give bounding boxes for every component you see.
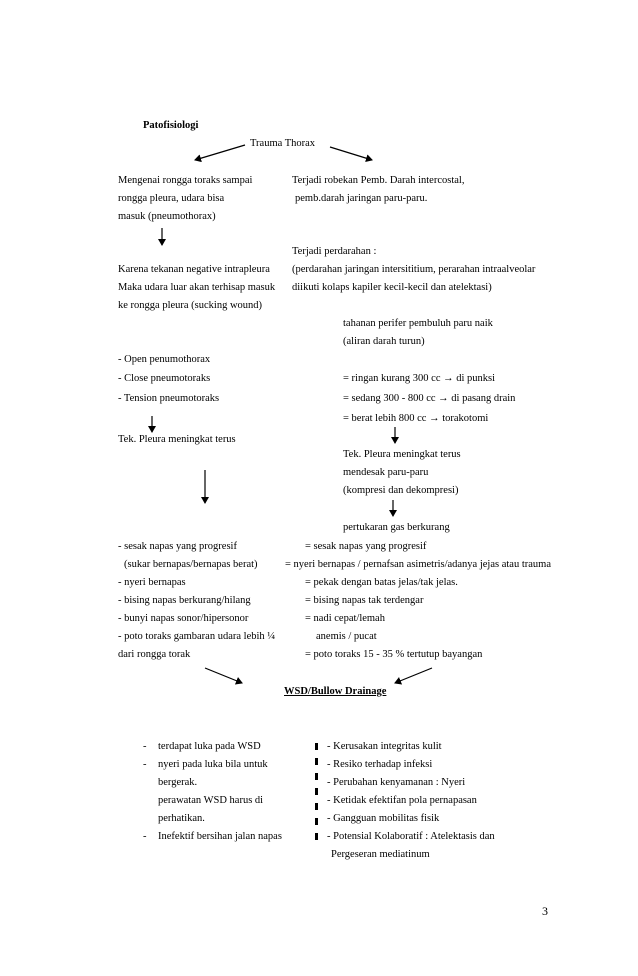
right-text-2: pemb.darah jaringan paru-paru. [295,193,428,204]
arrow-to-wsd-left [205,668,242,683]
left-text-4: Karena tekanan negative intrapleura [118,264,270,275]
list-item: - Gangguan mobilitas fisik [327,813,440,824]
list-item: bergerak. [158,777,198,788]
gas-exchange: pertukaran gas berkurang [343,522,450,533]
symptom-right-6: anemis / pucat [316,631,377,642]
section-heading: Patofisiologi [143,120,199,131]
list-item: Inefektif bersihan jalan napas [158,831,282,842]
left-text-2: rongga pleura, udara bisa [118,193,225,204]
right-text-7: (aliran darah turun) [343,336,425,347]
left-text-6: ke rongga pleura (sucking wound) [118,300,263,311]
mendesak-paru: mendesak paru-paru [343,467,429,478]
list-item: perhatikan. [158,813,205,824]
symptom-left-5: - bunyi napas sonor/hipersonor [118,613,249,624]
pneumo-type-tension: - Tension pneumotoraks [118,393,220,404]
wsd-title: WSD/Bullow Drainage [284,686,387,697]
bullet-1: - [143,741,147,752]
list-item: - Perubahan kenyamanan : Nyeri [327,777,466,788]
list-item: terdapat luka pada WSD [158,741,261,752]
tek-pleura-left: Tek. Pleura meningkat terus [118,434,236,445]
symptom-right-3: = pekak dengan batas jelas/tak jelas. [305,577,458,588]
list-item: nyeri pada luka bila untuk [158,759,268,770]
symptom-right-5: = nadi cepat/lemah [305,613,385,624]
list-item: - Potensial Kolaboratif : Atelektasis dan [327,831,495,842]
arrow-trauma-left [195,145,245,160]
symptom-right-7: = poto toraks 15 - 35 % tertutup bayangan [305,649,483,660]
bullet-2: - [143,759,147,770]
symptom-left-3: - nyeri bernapas [118,577,186,588]
arrow-trauma-right [330,147,372,160]
symptom-left-6: - poto toraks gambaran udara lebih ¼ [118,631,276,642]
pneumo-type-open: - Open penumothorax [118,354,211,365]
bleed-severe: = berat lebih 800 cc → torakotomi [343,413,489,424]
arrow-to-wsd-right [395,668,432,683]
list-item: - Resiko terhadap infeksi [327,759,433,770]
symptom-right-2: = nyeri bernapas / pernafsan asimetris/adanya jejas atau trauma [285,559,551,570]
list-item: - Kerusakan integritas kulit [327,741,442,752]
left-text-1: Mengenai rongga toraks sampai [118,175,253,186]
bleed-mild: = ringan kurang 300 cc → di punksi [343,373,496,384]
list-item: Pergeseran mediatinum [331,849,430,860]
left-text-3: masuk (pneumothorax) [118,211,216,222]
right-text-1: Terjadi robekan Pemb. Darah intercostal, [292,175,465,186]
symptom-left-4: - bising napas berkurang/hilang [118,595,251,606]
right-text-5: diikuti kolaps kapiler kecil-kecil dan atelektasi) [292,282,492,293]
right-text-3: Terjadi perdarahan : [292,246,377,257]
list-item: - Ketidak efektifan pola pernapasan [327,795,477,806]
right-text-4: (perdarahan jaringan intersititium, perarahan intraalveolar [292,264,536,275]
trauma-thorax-title: Trauma Thorax [250,138,316,149]
symptom-left-1: - sesak napas yang progresif [118,541,237,552]
symptom-left-2: (sukar bernapas/bernapas berat) [124,559,258,570]
left-text-5: Maka udara luar akan terhisap masuk [118,282,276,293]
tek-pleura-right: Tek. Pleura meningkat terus [343,449,461,460]
page-number: 3 [542,904,548,918]
bullet-6: - [143,831,147,842]
pneumo-type-close: - Close pneumotoraks [118,373,211,384]
bleed-moderate: = sedang 300 - 800 cc → di pasang drain [343,393,516,404]
kompresi-dekompresi: (kompresi dan dekompresi) [343,485,459,496]
symptom-right-1: = sesak napas yang progresif [305,541,427,552]
symptom-left-7: dari rongga torak [118,649,191,660]
right-text-6: tahanan perifer pembuluh paru naik [343,318,493,329]
list-item: perawatan WSD harus di [158,795,264,806]
symptom-right-4: = bising napas tak terdengar [305,595,424,606]
